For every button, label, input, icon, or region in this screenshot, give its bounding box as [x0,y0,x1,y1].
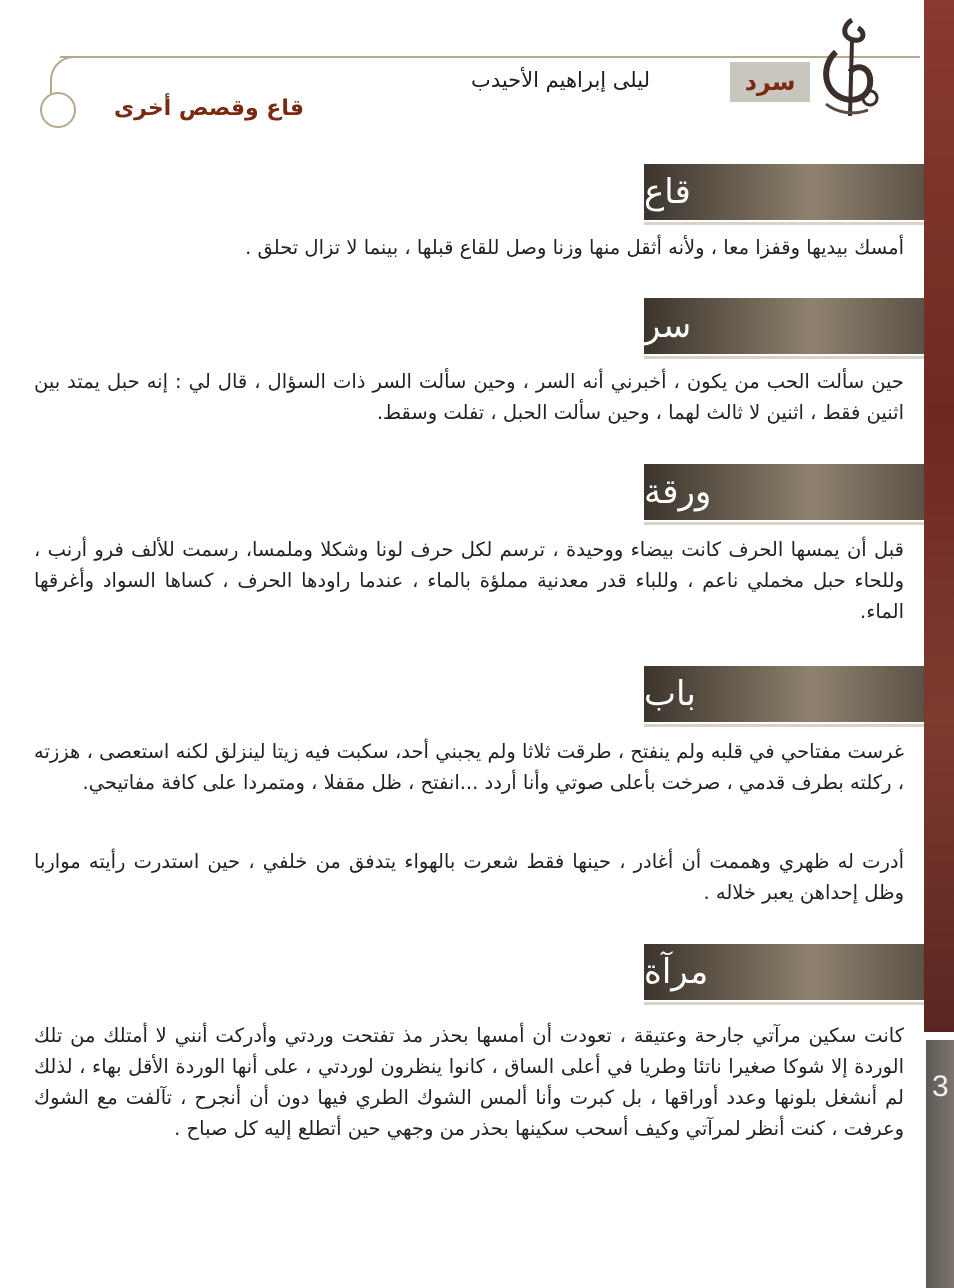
story-title-bar [644,164,924,220]
story-paragraph: أمسك بيديها وقفزا معا ، ولأنه أثقل منها وزنا وصل للقاع قبلها ، بينما لا تزال تحلق . [245,236,904,259]
page-number: 3 [932,1070,949,1103]
story-title-bar [644,298,924,354]
story-title: ورقة [644,472,712,512]
story-paragraph: كانت سكين مرآتي جارحة وعتيقة ، تعودت أن أمسها بحذر مذ تفتحت وردتي وأدركت أنني لا أمتلك من تلك الوردة إلا شوكا صغيرا ناتئا وطريا في أعلى الساق ، كانوا ينظرون لوردتي ، على أنها الوردة الأقل بهاء ، لذلك لم أنشغل بلونها وعدد أوراقها ، بل كبرت وأنا ألمس الشوك الطري فيها دون أن أنجرح ، تآلفت مع الشوك وعرفت ، كنت أنظر لمرآتي وكيف أسحب سكينها بحذر من وجهي حين أتطلع إليه كل صباح . [34,1024,904,1140]
story-title: مرآة [644,952,709,992]
story-title-bar [644,666,924,722]
title-rule [644,522,924,525]
section-label: سرد [730,62,810,102]
story-paragraph: حين سألت الحب من يكون ، أخبرني أنه السر ، وحين سألت السر ذات السؤال ، قال لي : إنه حبل يمتد بين اثنين فقط ، اثنين لا ثالث لهما ، وحين سألت الحبل ، تفلت وسقط. [34,370,904,424]
story-paragraph: أدرت له ظهري وهممت أن أغادر ، حينها فقط شعرت بالهواء يتدفق من خلفي ، حين استدرت رأيته مواربا وظل إحداهن يعبر خلاله . [34,850,904,904]
story-title: باب [644,674,696,714]
side-decorative-strip [924,0,954,1032]
calligraphy-logo-icon [812,12,890,122]
title-rule [644,356,924,359]
story-paragraph: غرست مفتاحي في قلبه ولم ينفتح ، طرقت ثلاثا ولم يجبني أحد، سكبت فيه زيتا لينزلق لكنه استعصى ، هززته ، ركلته بطرف قدمي ، صرخت بأعلى صوتي وأنا أردد ...انفتح ، ظل مقفلا ، ومتمردا على كافة مفاتيحي. [34,740,904,794]
story-title-bar [644,944,924,1000]
story-title: سر [644,306,692,346]
collection-title: قاع وقصص أخرى [113,96,304,121]
story-paragraph: قبل أن يمسها الحرف كانت بيضاء ووحيدة ، ترسم لكل حرف لونا وشكلا وملمسا، رسمت للألف فرو أرنب ، وللحاء حبل مخملي ناعم ، وللباء قدر معدنية مملؤة بالماء ، عندما راودها الحرف ، كساها السواد وأغرقها الماء. [34,538,904,623]
header-curve-ornament [50,56,80,96]
header-rule [60,56,920,58]
title-rule [644,724,924,727]
author-name: ليلى إبراهيم الأحيدب [471,68,650,92]
title-rule [644,1002,924,1005]
story-title: قاع [644,172,691,212]
title-rule [644,222,924,225]
story-title-bar [644,464,924,520]
header-ring-ornament [40,92,76,128]
